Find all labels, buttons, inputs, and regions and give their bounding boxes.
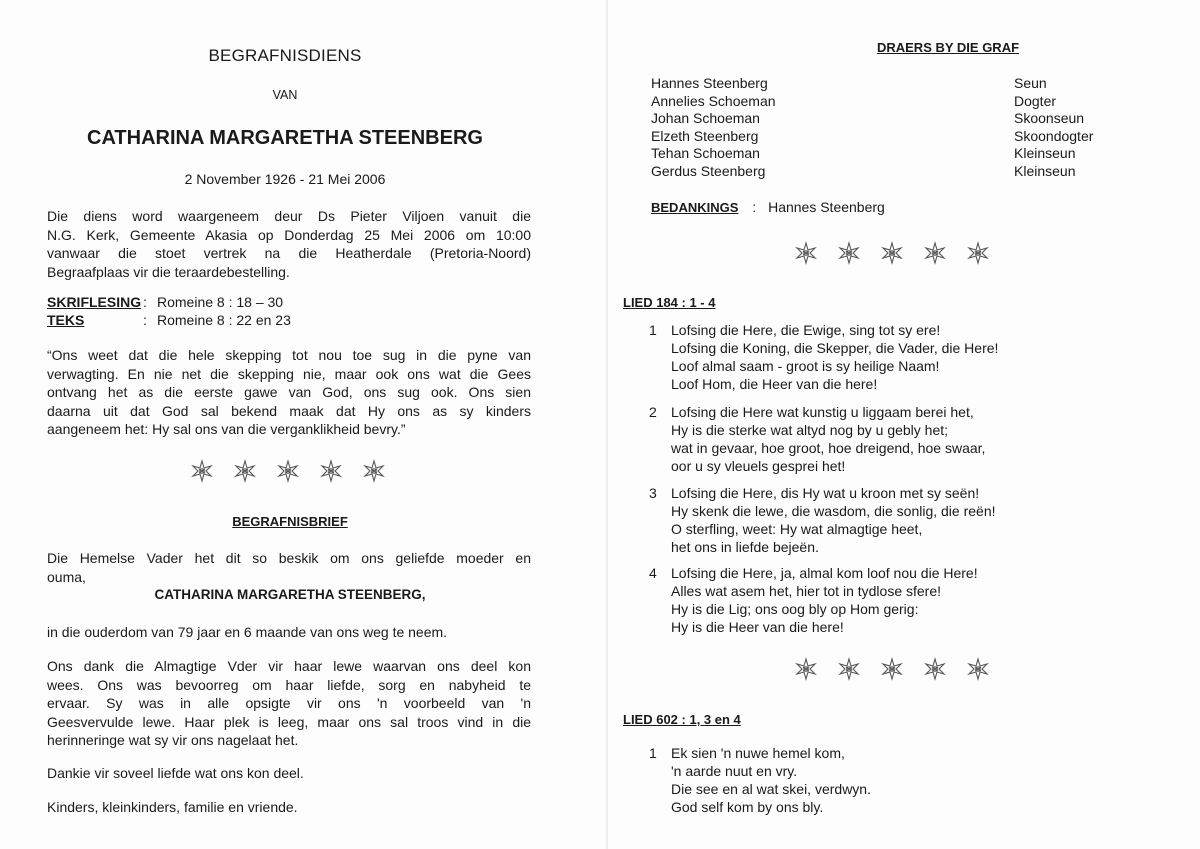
thanks-line: Ons dank die Almagtige Vder vir haar lewe waarvan ons deel kon	[47, 658, 531, 674]
bearer-relation: Skoonseun	[1014, 110, 1085, 126]
reading-value: Romeine 8 : 18 – 30	[157, 294, 284, 310]
flower-ornament-icon	[880, 657, 904, 681]
bearers-title: DRAERS BY DIE GRAF	[876, 40, 1020, 55]
verse-line: Lofsing die Koning, die Skepper, die Vader, die Here!	[671, 340, 999, 356]
verse-line: Loof Hom, die Heer van die here!	[671, 376, 878, 392]
flower-ornament-icon	[923, 657, 947, 681]
service-line: Die diens word waargeneem deur Ds Pieter Viljoen vanuit die	[47, 208, 531, 224]
verse-line: Hy is die sterke wat altyd nog by u gebly het;	[671, 422, 949, 438]
van-label: VAN	[272, 88, 298, 102]
right-page	[608, 0, 1200, 849]
age-line: in die ouderdom van 79 jaar en 6 maande van ons weg te neem.	[47, 624, 448, 640]
letter-intro-line: Die Hemelse Vader het dit so beskik om ons geliefde moeder en	[47, 550, 531, 566]
thanks-line: herinneringe wat sy vir ons nagelaat het.	[47, 732, 299, 748]
letter-intro-line: ouma,	[47, 568, 86, 585]
verse-line: O sterfling, weet: Hy wat almagtige heet,	[671, 521, 923, 537]
verse-line: Lofsing die Here, die Ewige, sing tot sy ere!	[671, 322, 941, 338]
flower-ornament-icon	[880, 241, 904, 265]
bearer-row	[651, 163, 1151, 181]
flower-ornament-icon	[923, 241, 947, 265]
service-line: Begraafplaas vir die teraardebestelling.	[47, 263, 290, 280]
verse-line: God self kom by ons bly.	[671, 799, 824, 815]
verse-line: Hy skenk die lewe, die wasdom, die sonlig, die reën!	[671, 503, 996, 519]
bearer-name: Annelies Schoeman	[651, 92, 776, 109]
bearer-relation: Kleinseun	[1014, 145, 1076, 161]
flower-ornament-icon	[362, 459, 386, 483]
verse-line: Alles wat asem het, hier tot in tydlose sfere!	[671, 583, 942, 599]
quote-line: verwagting. En nie net die skepping nie, maar ook ons wat die Gees	[47, 365, 531, 382]
verse-number: 2	[649, 404, 657, 420]
love-line: Dankie vir soveel liefde wat ons kon deel.	[47, 765, 304, 781]
text-label: TEKS	[47, 312, 85, 328]
bearer-relation: Seun	[1014, 75, 1047, 91]
life-dates: 2 November 1926 - 21 Mei 2006	[184, 171, 386, 187]
thanks-label: BEDANKINGS	[651, 200, 739, 215]
thanks-row	[651, 199, 885, 215]
verse-line: het ons in liefde bejeën.	[671, 539, 819, 555]
thanks-sep: :	[752, 199, 757, 215]
ornament-row	[794, 241, 990, 265]
letter-title: BEGRAFNISBRIEF	[232, 514, 348, 529]
hymn1-title: LIED 184 : 1 - 4	[623, 295, 716, 310]
text-value: Romeine 8 : 22 en 23	[157, 312, 291, 328]
thanks-line: wees. Ons was bevoorreg om haar liefde, sorg en nabyheid te	[47, 676, 531, 693]
verse-line: Lofsing die Here, ja, almal kom loof nou die Here!	[671, 565, 978, 581]
flower-ornament-icon	[794, 241, 818, 265]
verse-line: Hy is die Lig; ons oog bly op Hom gerig:	[671, 601, 919, 617]
bearer-name: Johan Schoeman	[651, 110, 760, 126]
verse-line: oor u sy vleuels gesprei het!	[671, 458, 846, 474]
flower-ornament-icon	[966, 241, 990, 265]
service-heading: BEGRAFNISDIENS	[208, 46, 362, 65]
verse-line: 'n aarde nuut en vry.	[671, 763, 798, 779]
flower-ornament-icon	[837, 241, 861, 265]
scripture-quote	[47, 346, 531, 439]
thanks-paragraph	[47, 657, 531, 750]
ornament-row	[190, 459, 386, 483]
flower-ornament-icon	[966, 657, 990, 681]
verse-number: 4	[649, 565, 657, 581]
ornament-row	[794, 657, 990, 681]
letter-name: CATHARINA MARGARETHA STEENBERG,	[154, 587, 426, 602]
signoff: Kinders, kleinkinders, familie en vriende.	[47, 799, 298, 815]
verse-line: Die see en al wat skei, verdwyn.	[671, 781, 871, 797]
quote-line: ontvang het as die eerste gawe van God, ons sug ook. Ons sien	[47, 384, 531, 400]
bearer-name: Hannes Steenberg	[651, 75, 768, 91]
verse-line: Hy is die Heer van die here!	[671, 619, 844, 635]
verse-line: Ek sien 'n nuwe hemel kom,	[671, 745, 845, 761]
verse-line: wat in gevaar, hoe groot, hoe dreigend, hoe swaar,	[671, 440, 986, 456]
bearer-relation: Dogter	[1014, 92, 1057, 109]
reading-label: SKRIFLESING	[47, 294, 142, 310]
service-line: N.G. Kerk, Gemeente Akasia op Donderdag 25 Mei 2006 om 10:00	[47, 226, 531, 243]
quote-line: aangeneem het: Hy sal ons van die verganklikheid bevry.”	[47, 421, 406, 437]
service-line: vanwaar die stoet vertrek na die Heatherdale (Pretoria-Noord)	[47, 245, 531, 261]
bearer-relation: Kleinseun	[1014, 162, 1076, 179]
verse-line: Lofsing die Here wat kunstig u liggaam berei het,	[671, 404, 974, 420]
bearer-name: Gerdus Steenberg	[651, 162, 766, 179]
letter-intro	[47, 549, 531, 586]
service-paragraph	[47, 207, 531, 281]
bearer-name: Elzeth Steenberg	[651, 127, 759, 144]
bearer-row	[651, 110, 1151, 128]
thanks-line: ervaar. Sy was in alle opsigte vir ons 'n voorbeeld van 'n	[47, 695, 531, 711]
flower-ornament-icon	[319, 459, 343, 483]
flower-ornament-icon	[233, 459, 257, 483]
text-sep: :	[143, 312, 147, 328]
bearer-row	[651, 75, 1151, 93]
flower-ornament-icon	[837, 657, 861, 681]
verse-number: 1	[649, 745, 657, 761]
verse-line: Loof almal saam - groot is sy heilige Naam!	[671, 358, 940, 374]
bearers-list	[651, 75, 1151, 180]
bearer-relation: Skoondogter	[1014, 127, 1094, 144]
flower-ornament-icon	[794, 657, 818, 681]
deceased-name: CATHARINA MARGARETHA STEENBERG	[87, 127, 483, 149]
thanks-value: Hannes Steenberg	[768, 199, 885, 215]
bearer-row	[651, 93, 1151, 111]
thanks-line: Geesvervulde lewe. Haar plek is leeg, maar ons sal troos vind in die	[47, 713, 531, 730]
verse-number: 1	[649, 322, 657, 338]
verse-number: 3	[649, 485, 657, 501]
reading-sep: :	[143, 294, 147, 310]
bearer-name: Tehan Schoeman	[651, 145, 760, 161]
bearer-row	[651, 145, 1151, 163]
quote-line: “Ons weet dat die hele skepping tot nou toe sug in die pyne van	[47, 347, 531, 363]
verse-line: Lofsing die Here, dis Hy wat u kroon met sy seën!	[671, 485, 980, 501]
flower-ornament-icon	[190, 459, 214, 483]
quote-line: daarna uit dat God sal bekend maak dat Hy ons as sy kinders	[47, 402, 531, 419]
bearer-row	[651, 128, 1151, 146]
hymn2-title: LIED 602 : 1, 3 en 4	[623, 712, 741, 727]
flower-ornament-icon	[276, 459, 300, 483]
